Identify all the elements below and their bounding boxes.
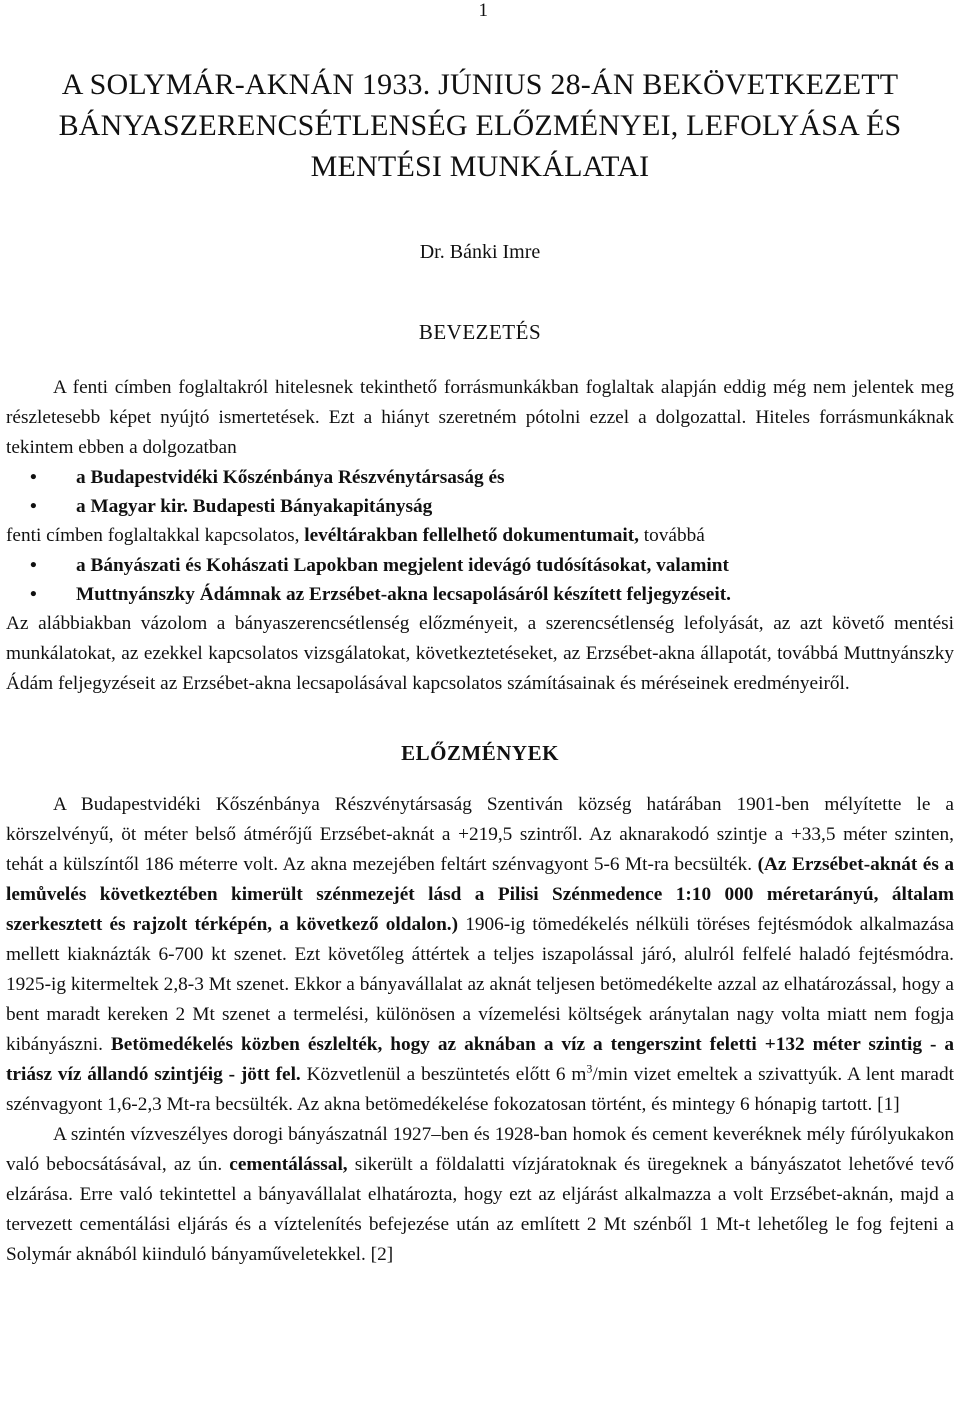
title-line: A SOLYMÁR-AKNÁN 1933. JÚNIUS 28-ÁN BEKÖVETKEZETT [61,68,899,101]
paragraph-text: A Budapestvidéki Kőszénbánya Részvénytársaság Szentiván község határában 1901-ben mélyítette le a körszelvényű, öt méter belső átmérőjű Erzsébet-aknát a +219,5 szintről. Az aknarakodó szintje a +33,5 méter szinten, tehát a külszíntől 186 méterre volt. Az akna mezejében feltárt szénvagyont 5-6 Mt-ra becsülték. [6,794,954,875]
title-line: MENTÉSI MUNKÁLATAI [310,150,650,183]
paragraph-text: 1906-ig tömedékelés nélküli töréses fejtésmódok alkalmazása mellett kiaknázták 6-700 kt szenet. Ezt követőleg áttértek a teljes iszapolással járó, alulról felfelé haladó fejtésmódra. 1925-ig kitermeltek 2,8-3 Mt szenet. Ekkor a bányavállalat az aknát teljesen betömedékelte azzal az elhatározással, hogy a bent maradt kereken 2 Mt szenet a termelési, különösen a vízemelési költségek aránytalan nagy volta miatt nem fogja kibányászni. [6,914,954,1055]
antecedents-paragraph [6,790,954,1120]
list-item-text: a Bányászati és Kohászati Lapokban megjelent idevágó tudósításokat, valamint [76,555,729,576]
section-heading-antecedents: ELŐZMÉNYEK [401,741,559,765]
cementation-paragraph [6,1120,954,1270]
paragraph-text: fenti címben foglaltakkal kapcsolatos, [6,525,305,546]
bullet-icon: • [30,555,37,576]
additional-source-list [6,551,954,609]
section-heading-intro: BEVEZETÉS [418,320,542,344]
intro-text: A fenti címben foglaltakról hitelesnek tekinthető forrásmunkákban foglaltak alapján eddig még nem jelentek meg részletesebb képet nyújtó ismertetések. [6,377,954,428]
title-line: BÁNYASZERENCSÉTLENSÉG ELŐZMÉNYEI, LEFOLYÁSA ÉS [58,109,902,142]
list-item [6,551,954,580]
paragraph-text: sikerült a földalatti vízjáratoknak és üregeknek a bányászatot lehetővé tevő elzárása. Erre való tekintettel a bányavállalat elhatározta, hogy ezt az eljárást alkalmazza a volt Erzsébet-aknán, majd a tervezett cementálási eljárás és a víztelenítés befejezése után az említett 2 Mt szénből 1 Mt-t lehetőleg le fog fejteni a Solymár aknából kiinduló bányaműveletekkel. [2] [6,1154,954,1265]
list-item [6,463,954,492]
author-name: Dr. Bánki Imre [419,241,541,263]
intro-text: Hiteles forrásmunkáknak tekintem ebben a dolgozatban [6,407,954,458]
document-title [6,0,954,187]
paragraph-text: /min vizet emeltek a szivattyúk. A lent maradt szénvagyont 1,6-2,3 Mt-ra becsülték. Az akna betömedékelése fokozatosan történt, és mintegy 6 hónapig tartott. [1] [6,1064,954,1115]
sources-paragraph [6,521,954,551]
emphasis-text: Betömedékelés közben észlelték, hogy az aknában a víz a tengerszint feletti +132 méter szintig - a triász víz állandó szintjéig - jött fel. [6,1034,954,1085]
outline-paragraph: Az alábbiakban vázolom a bányaszerencsétlenség előzményeit, a szerencsétlenség lefolyását, az azt követő mentési munkálatokat, az ezekkel kapcsolatos vizsgálatokat, következtetéseket, az Erzsébet-akna állapotát, továbbá Muttnyánszky Ádám feljegyzéseit az Erzsébet-akna lecsapolásával kapcsolatos számításainak és méréseinek eredményeiről. [6,613,954,694]
emphasis-text: (Az Erzsébet-aknát és a lemůvelés következtében kimerült szénmezejét lásd a Pilisi Szénmedence 1:10 000 méretarányú, általam szerkesztett és rajzolt térképén, a következő oldalon.) [6,854,954,935]
emphasis-text: levéltárakban fellelhető dokumentumait, [304,525,639,546]
page-number: 1 [478,0,488,21]
list-item-text: Muttnyánszky Ádámnak az Erzsébet-akna lecsapolásáról készített feljegyzéseit. [76,584,731,605]
paragraph-text: Közvetlenül a beszüntetés előtt 6 m [300,1064,587,1085]
paragraph-text: továbbá [638,525,705,546]
emphasis-text: cementálással, [229,1154,348,1175]
list-item [6,492,954,521]
intro-text: Ezt a hiányt szeretném pótolni ezzel a dolgozattal. [328,407,747,428]
intro-paragraph [6,373,954,463]
superscript: 3 [586,1061,593,1076]
bullet-icon: • [30,584,37,605]
list-item-text: a Magyar kir. Budapesti Bányakapitányság [76,496,433,517]
source-list [6,463,954,521]
bullet-icon: • [30,496,37,517]
list-item-text: a Budapestvidéki Kőszénbánya Részvénytársaság és [76,467,505,488]
bullet-icon: • [30,467,37,488]
list-item [6,580,954,609]
paragraph-text: A szintén vízveszélyes dorogi bányászatnál 1927–ben és 1928-ban homok és cement keveréknek mély fúrólyukakon való bebocsátásával, az ún. [6,1124,954,1175]
